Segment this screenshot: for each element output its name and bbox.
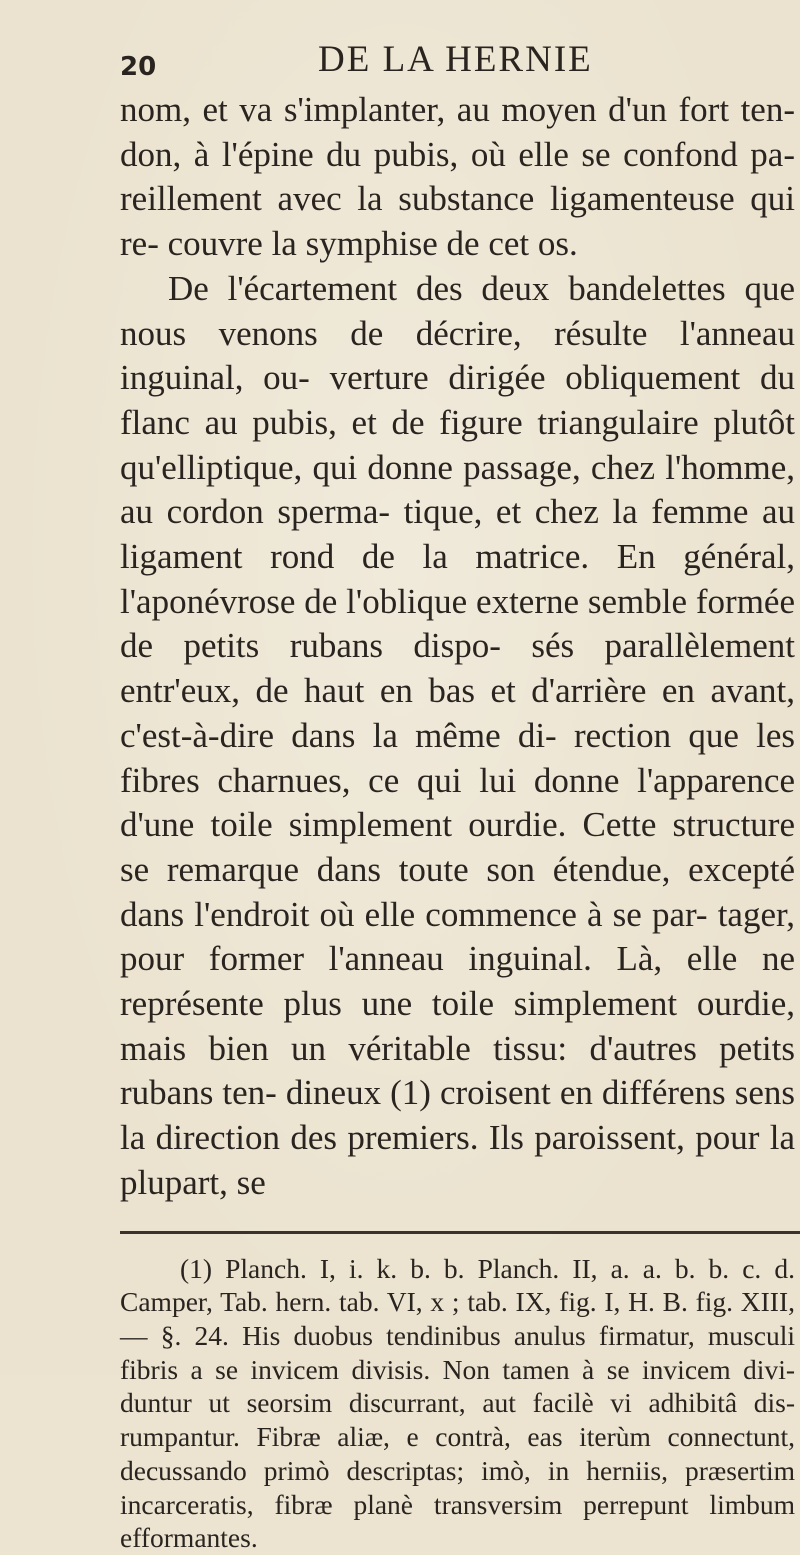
page-header — [120, 38, 764, 88]
page-number: 20 — [120, 52, 157, 82]
paragraph-anneau-inguinal: De l'écartement des deux bandelettes que nous venons de décrire, résulte l'anneau inguinal, ou- verture dirigée obliquement du flanc au pubis, et de figure triangulaire plutôt qu'elliptique, qui donne passage, chez l'homme, au cordon sperma- tique, et chez la femme au ligament rond de la matrice. En général, l'aponévrose de l'oblique externe semble formée de petits rubans dispo- sés parallèlement entr'eux, de haut en bas et d'arrière en avant, c'est-à-dire dans la même di- rection que les fibres charnues, ce qui lui donne l'apparence d'une toile simplement ourdie. Cette structure se remarque dans toute son étendue, excepté dans l'endroit où elle commence à se par- tager, pour former l'anneau inguinal. Là, elle ne représente plus une toile simplement ourdie, mais bien un véritable tissu: d'autres petits rubans ten- dineux (1) croisent en différens sens la direction des premiers. Ils paroissent, pour la plupart, se — [120, 268, 795, 1202]
footnote-separator — [120, 1231, 800, 1234]
paragraph-continuation: nom, et va s'implanter, au moyen d'un fort ten- don, à l'épine du pubis, où elle se confond pa- reillement avec la substance ligamenteuse qui re- couvre la symphise de cet os. — [120, 90, 795, 264]
running-title: DE LA HERNIE — [318, 39, 593, 80]
footnote: (1) Planch. I, i. k. b. b. Planch. II, a. a. b. b. c. d. Camper, Tab. hern. tab. VI, x ; tab. IX, fig. I, H. B. fig. XIII, — §. 24. His duobus tendinibus anulus firmatur, musculi fibris a se invicem divisis. Non tamen à se invicem divi- duntur ut seorsim discurrant, aut facilè vi adhibitâ dis- rumpantur. Fibræ aliæ, e contrà, eas iterùm connectunt, decussando primò descriptas; imò, in herniis, præsertim incarceratis, fibræ planè transversim perrepunt limbum efformantes. — [120, 1252, 795, 1554]
main-text — [120, 88, 795, 1206]
